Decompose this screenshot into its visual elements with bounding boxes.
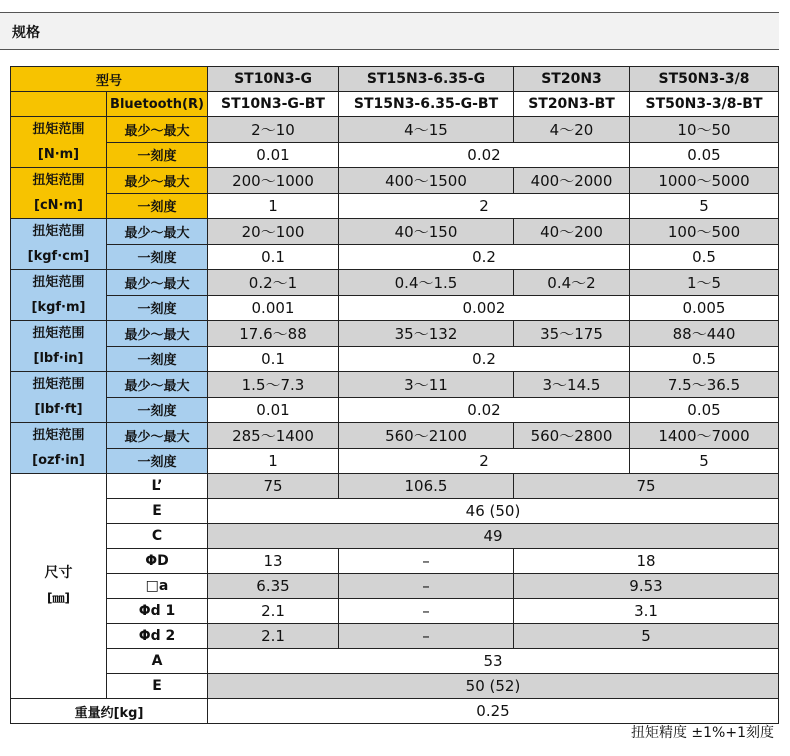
step-value: 0.05 — [630, 397, 779, 423]
step-label: 一刻度 — [107, 295, 208, 321]
step-label: 一刻度 — [107, 244, 208, 270]
torque-range-value: 40～150 — [339, 219, 514, 245]
dimension-name: □a — [107, 574, 208, 599]
dimension-name: Φd 2 — [107, 624, 208, 649]
min-max-label: 最少～最大 — [107, 219, 208, 245]
torque-range-value: 560～2800 — [514, 423, 630, 449]
torque-range-value: 88～440 — [630, 321, 779, 347]
dimension-value: 18 — [514, 549, 779, 574]
torque-label: 扭矩范围 — [32, 326, 85, 341]
model-row — [11, 67, 779, 92]
torque-range-value: 0.4～1.5 — [339, 270, 514, 296]
dimension-row — [11, 499, 779, 524]
torque-group-label — [11, 219, 107, 270]
step-value: 0.002 — [339, 295, 630, 321]
dimension-value: – — [339, 574, 514, 599]
step-value: 2 — [339, 448, 630, 474]
section-header — [0, 12, 779, 50]
dimension-value: 50 (52) — [208, 674, 779, 699]
step-value: 0.01 — [208, 142, 339, 168]
torque-label: 扭矩范围 — [32, 377, 85, 392]
torque-label: 扭矩范围 — [32, 122, 85, 137]
torque-range-value: 1000～5000 — [630, 168, 779, 194]
torque-step-row — [11, 244, 779, 270]
torque-step-row — [11, 295, 779, 321]
step-value: 0.01 — [208, 397, 339, 423]
torque-range-row — [11, 321, 779, 347]
step-value: 1 — [208, 448, 339, 474]
step-value: 0.05 — [630, 142, 779, 168]
weight-row — [11, 699, 779, 724]
step-value: 5 — [630, 193, 779, 219]
dimension-value: 106.5 — [339, 474, 514, 499]
weight-value: 0.25 — [208, 699, 779, 724]
torque-range-value: 400～1500 — [339, 168, 514, 194]
dimension-row — [11, 549, 779, 574]
torque-range-value: 35～132 — [339, 321, 514, 347]
weight-label: 重量约[kg] — [11, 699, 208, 724]
step-label: 一刻度 — [107, 448, 208, 474]
min-max-label: 最少～最大 — [107, 117, 208, 143]
dimension-value: 3.1 — [514, 599, 779, 624]
model-name: ST50N3-3/8 — [630, 67, 779, 92]
torque-range-value: 1400～7000 — [630, 423, 779, 449]
torque-group-label — [11, 117, 107, 168]
torque-range-value: 560～2100 — [339, 423, 514, 449]
dimension-value: 2.1 — [208, 624, 339, 649]
torque-step-row — [11, 346, 779, 372]
torque-range-value: 200～1000 — [208, 168, 339, 194]
bt-model-name: ST20N3-BT — [514, 92, 630, 117]
torque-label: 扭矩范围 — [32, 428, 85, 443]
torque-range-value: 2～10 — [208, 117, 339, 143]
torque-range-value: 4～15 — [339, 117, 514, 143]
dimension-value: 53 — [208, 649, 779, 674]
dimension-name: E — [107, 674, 208, 699]
torque-range-value: 0.4～2 — [514, 270, 630, 296]
torque-group-label — [11, 270, 107, 321]
torque-range-value: 1～5 — [630, 270, 779, 296]
step-value: 0.2 — [339, 346, 630, 372]
torque-range-row — [11, 168, 779, 194]
min-max-label: 最少～最大 — [107, 372, 208, 398]
dimension-value: 13 — [208, 549, 339, 574]
torque-step-row — [11, 142, 779, 168]
dimension-value: 46 (50) — [208, 499, 779, 524]
torque-range-value: 10～50 — [630, 117, 779, 143]
torque-range-value: 1.5～7.3 — [208, 372, 339, 398]
torque-range-row — [11, 372, 779, 398]
step-value: 0.5 — [630, 244, 779, 270]
torque-range-row — [11, 423, 779, 449]
step-value: 0.001 — [208, 295, 339, 321]
dimension-name: Φd 1 — [107, 599, 208, 624]
torque-range-value: 20～100 — [208, 219, 339, 245]
torque-group-label — [11, 321, 107, 372]
model-label: 型号 — [11, 67, 208, 92]
torque-range-value: 35～175 — [514, 321, 630, 347]
step-label: 一刻度 — [107, 193, 208, 219]
dimension-group-label — [11, 474, 107, 699]
min-max-label: 最少～最大 — [107, 168, 208, 194]
min-max-label: 最少～最大 — [107, 321, 208, 347]
min-max-label: 最少～最大 — [107, 423, 208, 449]
torque-label: 扭矩范围 — [32, 173, 85, 188]
torque-range-value: 400～2000 — [514, 168, 630, 194]
step-value: 0.5 — [630, 346, 779, 372]
dimension-value: 6.35 — [208, 574, 339, 599]
dimension-name: E — [107, 499, 208, 524]
bt-model-name: ST50N3-3/8-BT — [630, 92, 779, 117]
torque-unit: [lbf·in] — [33, 351, 84, 366]
torque-step-row — [11, 448, 779, 474]
dimension-value: 75 — [514, 474, 779, 499]
bt-model-name: ST15N3-6.35-G-BT — [339, 92, 514, 117]
torque-group-label — [11, 168, 107, 219]
step-value: 5 — [630, 448, 779, 474]
dimension-value: – — [339, 599, 514, 624]
torque-group-label — [11, 372, 107, 423]
bt-model-name: ST10N3-G-BT — [208, 92, 339, 117]
step-value: 0.1 — [208, 244, 339, 270]
dimension-value: 5 — [514, 624, 779, 649]
dimension-value: 75 — [208, 474, 339, 499]
torque-range-value: 7.5～36.5 — [630, 372, 779, 398]
dimension-label: 尺寸 — [44, 565, 73, 581]
step-value: 0.1 — [208, 346, 339, 372]
step-label: 一刻度 — [107, 397, 208, 423]
dimension-row — [11, 474, 779, 499]
torque-unit: [ozf·in] — [32, 453, 85, 468]
dimension-row — [11, 649, 779, 674]
spec-table — [10, 66, 779, 724]
step-value: 0.005 — [630, 295, 779, 321]
step-value: 2 — [339, 193, 630, 219]
torque-range-value: 3～11 — [339, 372, 514, 398]
torque-range-value: 40～200 — [514, 219, 630, 245]
torque-range-value: 4～20 — [514, 117, 630, 143]
header-spacer — [11, 92, 107, 117]
dimension-name: ΦD — [107, 549, 208, 574]
bluetooth-row — [11, 92, 779, 117]
min-max-label: 最少～最大 — [107, 270, 208, 296]
torque-unit: [kgf·cm] — [27, 249, 90, 264]
dimension-row — [11, 624, 779, 649]
model-name: ST20N3 — [514, 67, 630, 92]
dimension-row — [11, 674, 779, 699]
torque-label: 扭矩范围 — [32, 275, 85, 290]
torque-step-row — [11, 397, 779, 423]
dimension-name: A — [107, 649, 208, 674]
bluetooth-label: Bluetooth(R) — [107, 92, 208, 117]
step-label: 一刻度 — [107, 142, 208, 168]
step-value: 0.02 — [339, 142, 630, 168]
dimension-unit: [㎜] — [47, 591, 70, 605]
torque-group-label — [11, 423, 107, 474]
dimension-row — [11, 599, 779, 624]
step-value: 0.2 — [339, 244, 630, 270]
model-name: ST15N3-6.35-G — [339, 67, 514, 92]
dimension-value: – — [339, 549, 514, 574]
torque-label: 扭矩范围 — [32, 224, 85, 239]
step-value: 1 — [208, 193, 339, 219]
torque-range-row — [11, 270, 779, 296]
torque-step-row — [11, 193, 779, 219]
torque-range-value: 100～500 — [630, 219, 779, 245]
dimension-value: 2.1 — [208, 599, 339, 624]
step-value: 0.02 — [339, 397, 630, 423]
torque-unit: [kgf·m] — [31, 300, 86, 315]
dimension-row — [11, 574, 779, 599]
torque-range-row — [11, 117, 779, 143]
dimension-name: L’ — [107, 474, 208, 499]
torque-range-value: 3～14.5 — [514, 372, 630, 398]
torque-range-value: 0.2～1 — [208, 270, 339, 296]
torque-unit: [cN·m] — [34, 198, 83, 213]
dimension-value: – — [339, 624, 514, 649]
accuracy-note: 扭矩精度 ±1%+1刻度 — [630, 725, 774, 741]
section-title: 规格 — [12, 25, 40, 41]
dimension-row — [11, 524, 779, 549]
torque-unit: [lbf·ft] — [34, 402, 83, 417]
torque-range-row — [11, 219, 779, 245]
model-name: ST10N3-G — [208, 67, 339, 92]
step-label: 一刻度 — [107, 346, 208, 372]
dimension-value: 49 — [208, 524, 779, 549]
dimension-name: C — [107, 524, 208, 549]
torque-range-value: 285～1400 — [208, 423, 339, 449]
torque-range-value: 17.6～88 — [208, 321, 339, 347]
torque-unit: [N·m] — [37, 147, 80, 162]
dimension-value: 9.53 — [514, 574, 779, 599]
